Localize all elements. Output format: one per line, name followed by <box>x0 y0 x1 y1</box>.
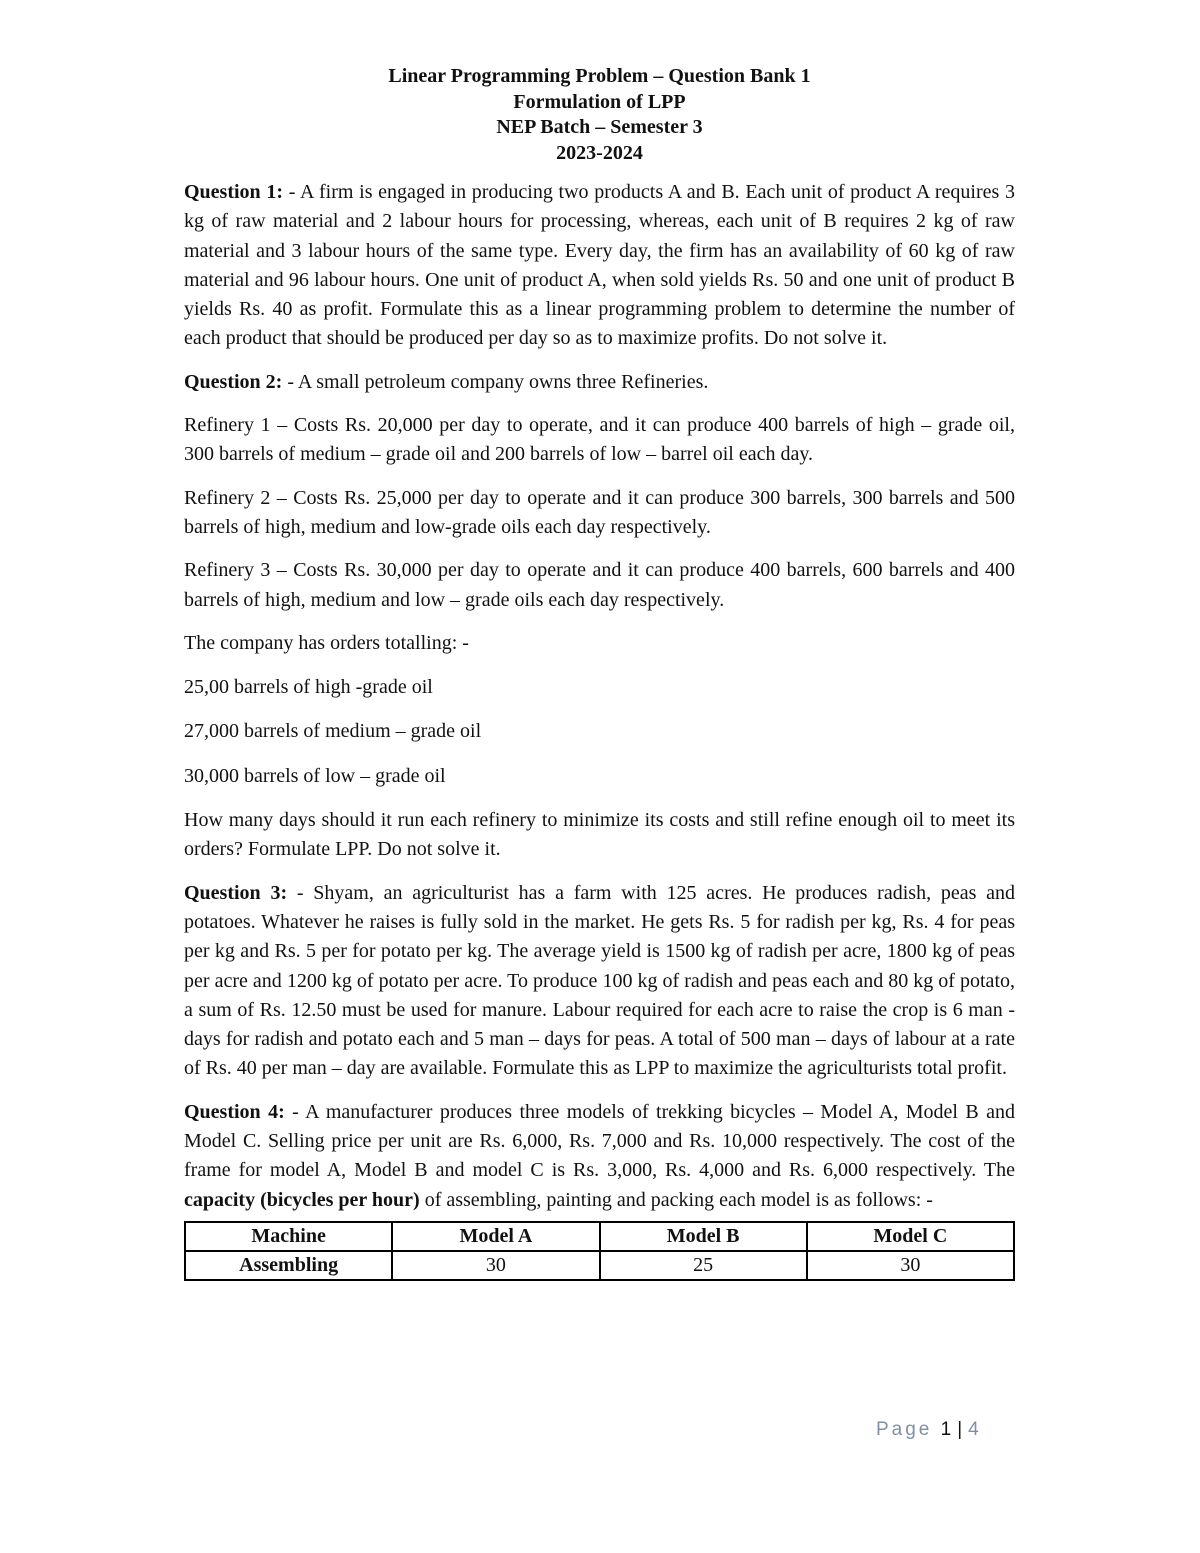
document-page <box>184 64 1015 1281</box>
footer-page-number: 1 <box>940 1419 952 1440</box>
question-1-label: Question 1: <box>184 181 284 203</box>
question-4-label: Question 4: <box>184 1100 285 1123</box>
question-2-intro: - A small petroleum company owns three Refineries. <box>282 370 709 393</box>
question-2-label: Question 2: <box>184 370 283 393</box>
table-header-model-b: Model B <box>600 1222 807 1251</box>
question-3-text: - Shyam, an agriculturist has a farm with 125 acres. He produces radish, peas and potatoes. Whatever he raises is fully sold in the market. He gets Rs. 5 for radish per kg, Rs. 4 for peas per kg and Rs. 5 per for potato per kg. The average yield is 1500 kg of radish per acre, 1800 kg of peas per acre and 1200 kg of potato per acre. To produce 100 kg of radish and peas each and 80 kg of potato, a sum of Rs. 12.50 must be used for manure. Labour required for each acre to raise the crop is 6 man -days for radish and potato each and 5 man – days for peas. A total of 500 man – days of labour at a rate of Rs. 40 per man – day are available. Formulate this as LPP to maximize the agriculturists total profit. <box>184 881 1015 1080</box>
question-1-text: - A firm is engaged in producing two products A and B. Each unit of product A requires 3 kg of raw material and 2 labour hours for processing, whereas, each unit of B requires 2 kg of raw material and 3 labour hours of the same type. Every day, the firm has an availability of 60 kg of raw material and 96 labour hours. One unit of product A, when sold yields Rs. 50 and one unit of product B yields Rs. 40 as profit. Formulate this as a linear programming problem to determine the number of each product that should be produced per day so as to maximize profits. Do not solve it. <box>184 181 1015 350</box>
table-header-machine: Machine <box>185 1222 392 1251</box>
question-4-text-a: - A manufacturer produces three models of trekking bicycles – Model A, Model B and Model C. Selling price per unit are Rs. 6,000, Rs. 7,000 and Rs. 10,000 respectively. The cost of the frame for model A, Model B and model C is Rs. 3,000, Rs. 4,000 and Rs. 6,000 respectively. The <box>184 1100 1015 1182</box>
question-3-label: Question 3: <box>184 881 288 904</box>
question-1 <box>184 178 1015 354</box>
question-4-text-b: of assembling, painting and packing each model is as follows: - <box>419 1188 933 1211</box>
table-cell-model-b: 25 <box>600 1251 807 1280</box>
refinery-1-paragraph: Refinery 1 – Costs Rs. 20,000 per day to operate, and it can produce 400 barrels of high – grade oil, 300 barrels of medium – grade oil and 200 barrels of low – barrel oil each day. <box>184 414 1015 466</box>
question-4 <box>184 1098 1015 1215</box>
capacity-table <box>184 1221 1015 1281</box>
page-footer <box>876 1419 979 1441</box>
question-2-closing: How many days should it run each refinery to minimize its costs and still refine enough oil to meet its orders? Formulate LPP. Do not solve it. <box>184 809 1015 861</box>
question-3 <box>184 879 1015 1084</box>
header-batch: NEP Batch – Semester 3 <box>496 116 703 138</box>
question-4-capacity-bold: capacity (bicycles per hour) <box>184 1188 420 1211</box>
table-header-model-a: Model A <box>392 1222 599 1251</box>
order-medium-grade: 27,000 barrels of medium – grade oil <box>184 720 482 743</box>
footer-page-word: Page <box>876 1419 933 1440</box>
footer-total-pages: 4 <box>968 1419 979 1440</box>
refinery-3-paragraph: Refinery 3 – Costs Rs. 30,000 per day to operate and it can produce 400 barrels, 600 barrels and 400 barrels of high, medium and low – grade oils each day respectively. <box>184 559 1015 611</box>
table-cell-model-a: 30 <box>392 1251 599 1280</box>
table-row <box>185 1251 1014 1280</box>
footer-separator: | <box>957 1419 963 1440</box>
document-header <box>184 64 1015 166</box>
table-cell-machine: Assembling <box>185 1251 392 1280</box>
table-header-model-c: Model C <box>807 1222 1014 1251</box>
order-high-grade: 25,00 barrels of high -grade oil <box>184 676 433 699</box>
table-cell-model-c: 30 <box>807 1251 1014 1280</box>
table-header-row <box>185 1222 1014 1251</box>
order-low-grade: 30,000 barrels of low – grade oil <box>184 764 446 787</box>
header-title: Linear Programming Problem – Question Bank 1 <box>388 65 811 87</box>
header-year: 2023-2024 <box>556 141 643 164</box>
refinery-2-paragraph: Refinery 2 – Costs Rs. 25,000 per day to operate and it can produce 300 barrels, 300 barrels and 500 barrels of high, medium and low-grade oils each day respectively. <box>184 486 1015 538</box>
question-2 <box>184 368 1015 397</box>
header-subtitle: Formulation of LPP <box>513 90 686 113</box>
orders-intro: The company has orders totalling: - <box>184 631 469 654</box>
